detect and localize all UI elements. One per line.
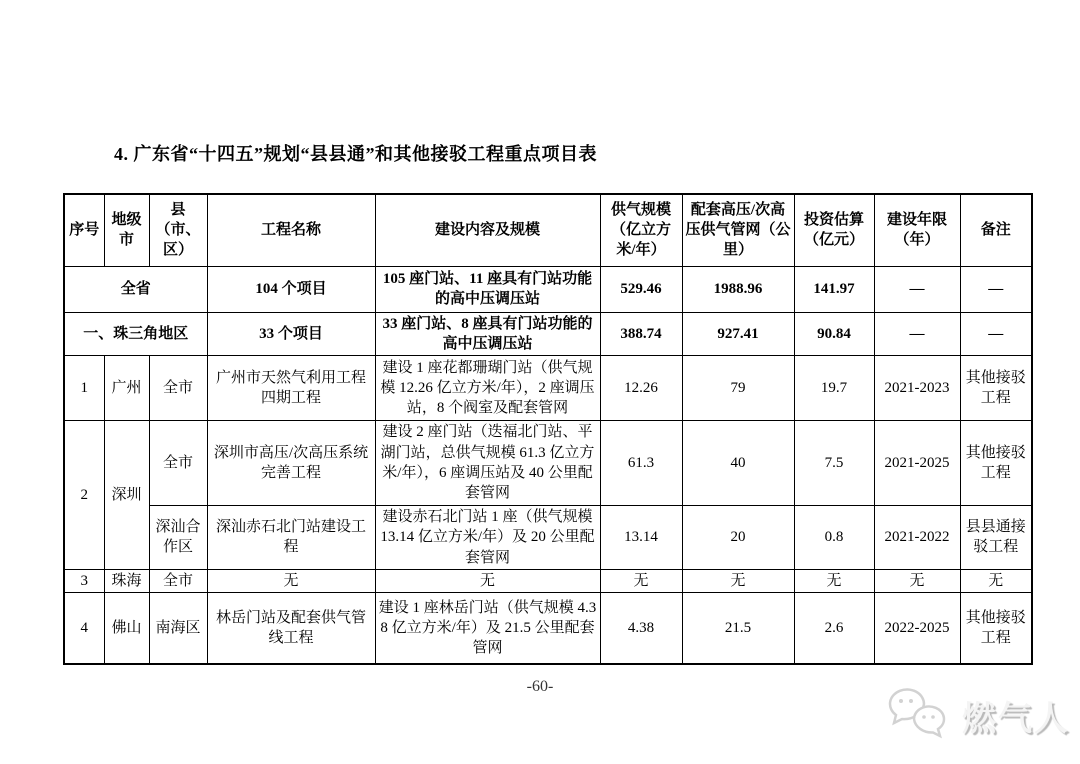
cell-note: 其他接驳工程 <box>960 593 1032 664</box>
cell-project-name: 林岳门站及配套供气管线工程 <box>207 593 375 664</box>
cell-seq: 3 <box>64 570 104 593</box>
cell-pipeline: 1988.96 <box>682 266 794 312</box>
cell-years: 无 <box>874 570 960 593</box>
watermark <box>884 686 1070 744</box>
summary-row-pearl-river-delta <box>64 312 1032 356</box>
cell-investment: 90.84 <box>794 312 874 356</box>
cell-city: 珠海 <box>104 570 149 593</box>
column-header-years: 建设年限（年） <box>874 194 960 266</box>
cell-supply: 529.46 <box>600 266 682 312</box>
cell-years: 2021-2023 <box>874 356 960 421</box>
cell-investment: 0.8 <box>794 505 874 569</box>
cell-seq: 1 <box>64 356 104 421</box>
column-header-seq: 序号 <box>64 194 104 266</box>
table-header-row <box>64 194 1032 266</box>
cell-supply: 无 <box>600 570 682 593</box>
page-title: 4. 广东省“十四五”规划“县县通”和其他接驳工程重点项目表 <box>114 144 597 164</box>
cell-content: 105 座门站、11 座具有门站功能的高中压调压站 <box>375 266 600 312</box>
cell-years: — <box>874 266 960 312</box>
column-header-supply: 供气规模（亿立方米/年） <box>600 194 682 266</box>
cell-note: — <box>960 312 1032 356</box>
column-header-investment: 投资估算（亿元） <box>794 194 874 266</box>
cell-pipeline: 无 <box>682 570 794 593</box>
cell-pipeline: 21.5 <box>682 593 794 664</box>
cell-district: 全市 <box>149 570 207 593</box>
cell-years: 2022-2025 <box>874 593 960 664</box>
cell-district: 全市 <box>149 421 207 506</box>
cell-investment: 19.7 <box>794 356 874 421</box>
cell-pipeline: 40 <box>682 421 794 506</box>
column-header-district: 县（市、区） <box>149 194 207 266</box>
cell-content: 建设 2 座门站（迭福北门站、平湖门站，总供气规模 61.3 亿立方米/年），6 座调压站及 40 公里配套管网 <box>375 421 600 506</box>
page-number: -60- <box>526 678 554 695</box>
summary-row-province <box>64 266 1032 312</box>
cell-seq: 4 <box>64 593 104 664</box>
table-row-guangzhou <box>64 356 1032 421</box>
cell-content: 建设赤石北门站 1 座（供气规模 13.14 亿立方米/年）及 20 公里配套管网 <box>375 505 600 569</box>
cell-city: 深圳 <box>104 421 149 570</box>
cell-years: — <box>874 312 960 356</box>
table-row-shenzhen-citywide <box>64 421 1032 506</box>
cell-content: 建设 1 座花都珊瑚门站（供气规模 12.26 亿立方米/年），2 座调压站，8 个阀室及配套管网 <box>375 356 600 421</box>
cell-supply: 4.38 <box>600 593 682 664</box>
wechat-logo-icon <box>884 686 956 744</box>
projects-table <box>63 193 1033 665</box>
cell-note: 无 <box>960 570 1032 593</box>
cell-note: 其他接驳工程 <box>960 356 1032 421</box>
cell-note: 县县通接驳工程 <box>960 505 1032 569</box>
cell-supply: 12.26 <box>600 356 682 421</box>
table-row-shenzhen-shenshan <box>64 505 1032 569</box>
cell-pipeline: 79 <box>682 356 794 421</box>
cell-years: 2021-2022 <box>874 505 960 569</box>
column-header-pipeline: 配套高压/次高压供气管网（公里） <box>682 194 794 266</box>
cell-pipeline: 20 <box>682 505 794 569</box>
cell-scope: 一、珠三角地区 <box>64 312 207 356</box>
cell-project-name: 深圳市高压/次高压系统完善工程 <box>207 421 375 506</box>
cell-project-count: 33 个项目 <box>207 312 375 356</box>
cell-investment: 7.5 <box>794 421 874 506</box>
cell-seq: 2 <box>64 421 104 570</box>
cell-scope: 全省 <box>64 266 207 312</box>
watermark-text: 燃气人 <box>962 699 1070 738</box>
cell-district: 南海区 <box>149 593 207 664</box>
column-header-content: 建设内容及规模 <box>375 194 600 266</box>
cell-supply: 13.14 <box>600 505 682 569</box>
cell-note: 其他接驳工程 <box>960 421 1032 506</box>
cell-investment: 2.6 <box>794 593 874 664</box>
cell-project-count: 104 个项目 <box>207 266 375 312</box>
cell-project-name: 无 <box>207 570 375 593</box>
cell-project-name: 深汕赤石北门站建设工程 <box>207 505 375 569</box>
column-header-note: 备注 <box>960 194 1032 266</box>
column-header-city: 地级市 <box>104 194 149 266</box>
cell-note: — <box>960 266 1032 312</box>
cell-investment: 141.97 <box>794 266 874 312</box>
cell-pipeline: 927.41 <box>682 312 794 356</box>
table-row-foshan <box>64 593 1032 664</box>
cell-supply: 388.74 <box>600 312 682 356</box>
cell-project-name: 广州市天然气利用工程四期工程 <box>207 356 375 421</box>
cell-city: 广州 <box>104 356 149 421</box>
cell-investment: 无 <box>794 570 874 593</box>
cell-district: 深汕合作区 <box>149 505 207 569</box>
cell-city: 佛山 <box>104 593 149 664</box>
cell-content: 无 <box>375 570 600 593</box>
column-header-project-name: 工程名称 <box>207 194 375 266</box>
cell-content: 建设 1 座林岳门站（供气规模 4.38 亿立方米/年）及 21.5 公里配套管网 <box>375 593 600 664</box>
cell-content: 33 座门站、8 座具有门站功能的高中压调压站 <box>375 312 600 356</box>
table-row-zhuhai <box>64 570 1032 593</box>
cell-district: 全市 <box>149 356 207 421</box>
cell-years: 2021-2025 <box>874 421 960 506</box>
cell-supply: 61.3 <box>600 421 682 506</box>
